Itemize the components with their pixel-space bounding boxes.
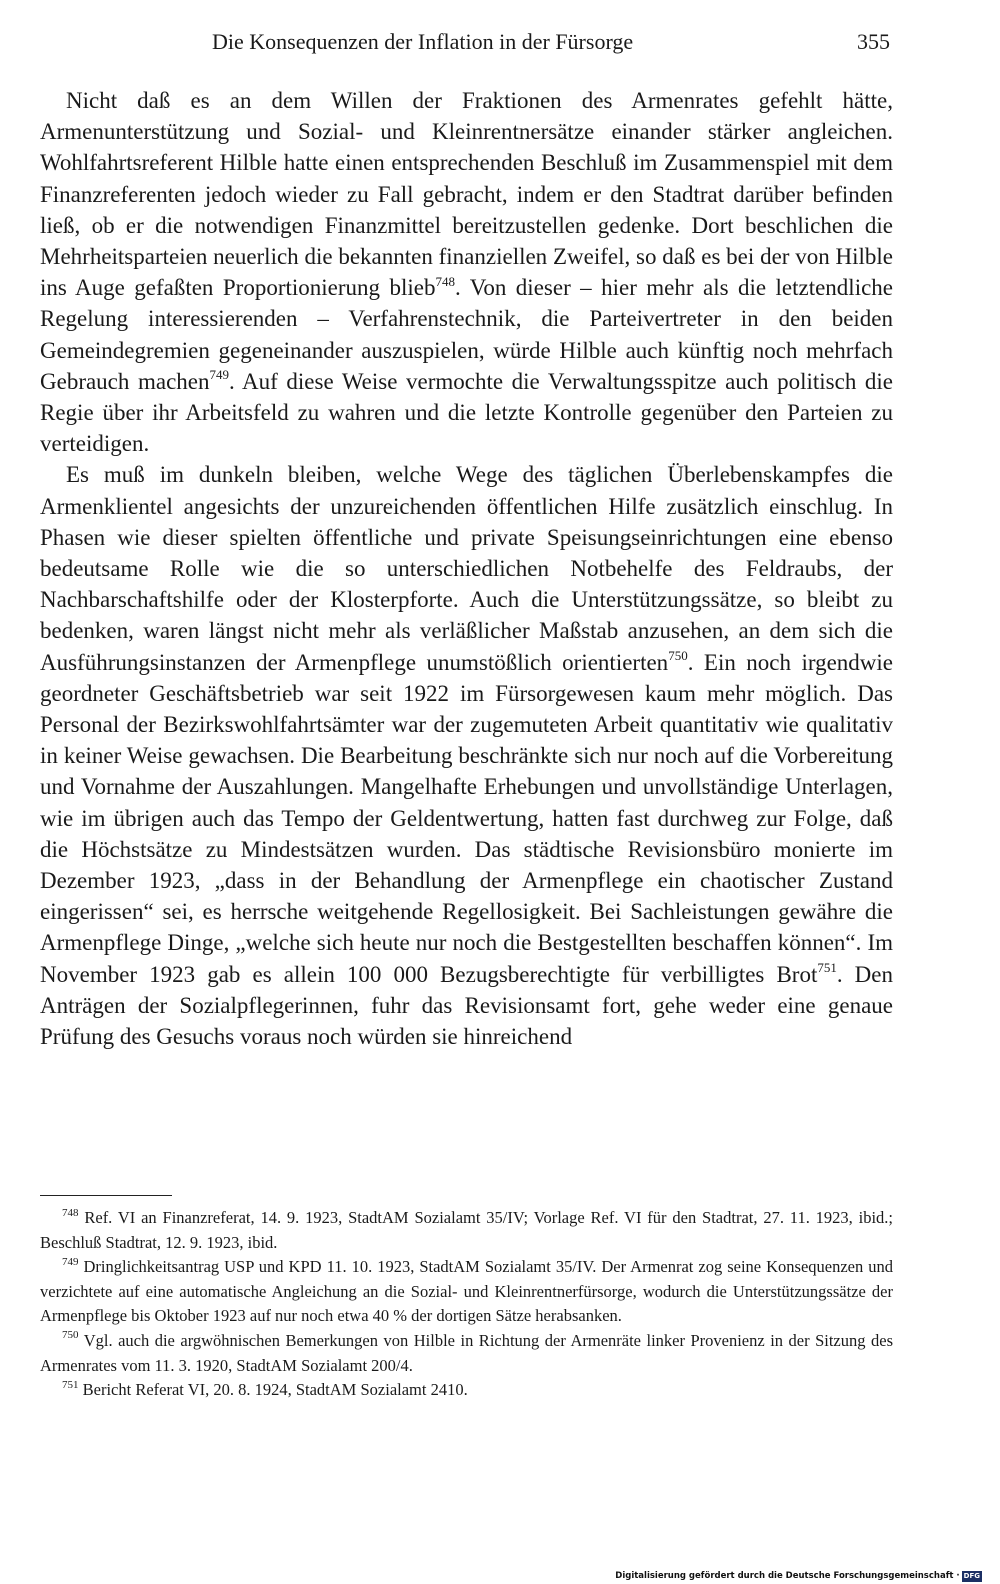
- paragraph-text: . Den Anträgen der Sozialpflegerinnen, fuhr das Revisionsamt fort, gehe weder eine genaue Prüfung des Gesuchs voraus noch würden sie hinreichend: [40, 961, 893, 1050]
- footnote-751: [40, 1378, 893, 1403]
- footnote-number: 750: [62, 1329, 79, 1342]
- paragraph-text: . Auf diese Weise vermochte die Verwaltungsspitze auch politisch die Regie über ihr Arbeitsfeld zu wahren und die letzte Kontrolle gegenüber den Parteien zu verteidigen.: [40, 368, 894, 457]
- footnote-number: 749: [62, 1255, 79, 1268]
- body-text: [40, 85, 893, 1052]
- footnote-text: Bericht Referat VI, 20. 8. 1924, StadtAM Sozialamt 2410.: [82, 1380, 468, 1400]
- footnote-text: Dringlichkeitsantrag USP und KPD 11. 10. 1923, StadtAM Sozialamt 35/IV. Der Armenrat zog seine Konsequenzen und verzichtete auf eine automatische Angleichung an die Sozial- und Kleinrentnerfürsorge, wodurch die Unterstützungssätze der Armenpflege bis Oktober 1923 auf nur noch etwa 40 % der dortigen Sätze herabsanken.: [40, 1257, 894, 1326]
- footnote-ref-749[interactable]: 749: [209, 367, 229, 383]
- footnote-text: Vgl. auch die argwöhnischen Bemerkungen von Hilble in Richtung der Armenräte linker Provenienz in der Sitzung des Armenrates vom 11. 3. 1920, StadtAM Sozialamt 200/4.: [40, 1330, 893, 1375]
- paragraph-text: Es muß im dunkeln bleiben, welche Wege des täglichen Überlebenskampfes die Armenklientel angesichts der unzureichenden öffentlichen Hilfe zusätzlich einschlug. In Phasen wie dieser spielten öffentliche und private Speisungseinrichtungen eine ebenso bedeutsame Rolle wie die so unterschiedlichen Notbehelfe des Feldraubs, der Nachbarschaftshilfe oder der Klosterpforte. Auch die Unterstützungssätze, so bleibt zu bedenken, waren längst nicht mehr als verläßlicher Maßstab anzusehen, an dem sich die Ausführungsinstanzen der Armenpflege unumstößlich orientierten: [40, 462, 893, 675]
- footnote-number: 751: [62, 1378, 79, 1391]
- footnote-ref-750[interactable]: 750: [668, 648, 688, 663]
- paragraph-text: Nicht daß es an dem Willen der Fraktionen des Armenrates gefehlt hätte, Armenunterstützung und Sozial- und Kleinrentnersätze einander stärker angleichen. Wohlfahrtsreferent Hilble hatte einen entsprechenden Beschluß im Zusammenspiel mit dem Finanzreferenten jedoch wieder zu Fall gebracht, indem er den Stadtrat darüber befinden ließ, ob er die notwendigen Finanzmittel bereitzustellen gedenke. Dort beschlichen die Mehrheitsparteien neuerlich die bekannten finanziellen Zweifel, so daß es bei der von Hilble ins Auge gefaßten Proportionierung blieb: [40, 88, 893, 301]
- credit-text: Digitalisierung gefördert durch die Deutsche Forschungsgemeinschaft ·: [615, 1571, 960, 1581]
- digitization-credit: [615, 1570, 982, 1582]
- page-number: 355: [857, 29, 890, 54]
- footnote-750: [40, 1329, 893, 1378]
- footnote-ref-748[interactable]: 748: [435, 273, 455, 289]
- footnote-ref-751[interactable]: 751: [817, 960, 837, 976]
- running-head: [40, 28, 890, 60]
- footnote-text: Ref. VI an Finanzreferat, 14. 9. 1923, StadtAM Sozialamt 35/IV; Vorlage Ref. VI für den Stadtrat, 27. 11. 1923, ibid.; Beschluß Stadtrat, 12. 9. 1923, ibid.: [40, 1208, 894, 1252]
- footnote-divider: [40, 1195, 172, 1196]
- running-title: Die Konsequenzen der Inflation in der Fürsorge: [212, 29, 634, 54]
- footnotes: [40, 1206, 893, 1403]
- paragraph-2: [40, 459, 893, 1052]
- dfg-logo-icon: DFG: [963, 1571, 980, 1580]
- footnote-number: 748: [62, 1206, 79, 1219]
- footnote-749: [40, 1255, 893, 1329]
- paragraph-1: [40, 85, 893, 459]
- footnote-748: [40, 1206, 893, 1255]
- paragraph-text: . Ein noch irgendwie geordneter Geschäftsbetrieb war seit 1922 im Fürsorgewesen kaum mehr möglich. Das Personal der Bezirkswohlfahrtsämter war der zugemuteten Arbeit quantitativ wie qualitativ in keiner Weise gewachsen. Die Bearbeitung beschränkte sich nur noch auf die Vorbereitung und Vornahme der Auszahlungen. Mangelhafte Erhebungen und unvollständige Unterlagen, wie im übrigen auch das Tempo der Geldentwertung, hatten fast durchweg zur Folge, daß die Höchstsätze zu Mindestsätzen wurden. Das städtische Revisionsbüro monierte im Dezember 1923, „dass in der Behandlung der Armenpflege ein chaotischer Zustand eingerissen“ sei, es herrsche weitgehende Regellosigkeit. Bei Sachleistungen gewähre die Armenpflege Dinge, „welche sich heute nur noch die Bestgestellten beschaffen können“. Im November 1923 gab es allein 100 000 Bezugsberechtigte für verbilligtes Brot: [40, 649, 894, 987]
- paragraph-text: . Von dieser – hier mehr als die letztendliche Regelung interessierenden – Verfahrenstechnik, die Parteivertreter in den beiden Gemeindegremien gegeneinander auszuspielen, würde Hilble auch künftig noch mehrfach Gebrauch machen: [40, 275, 893, 394]
